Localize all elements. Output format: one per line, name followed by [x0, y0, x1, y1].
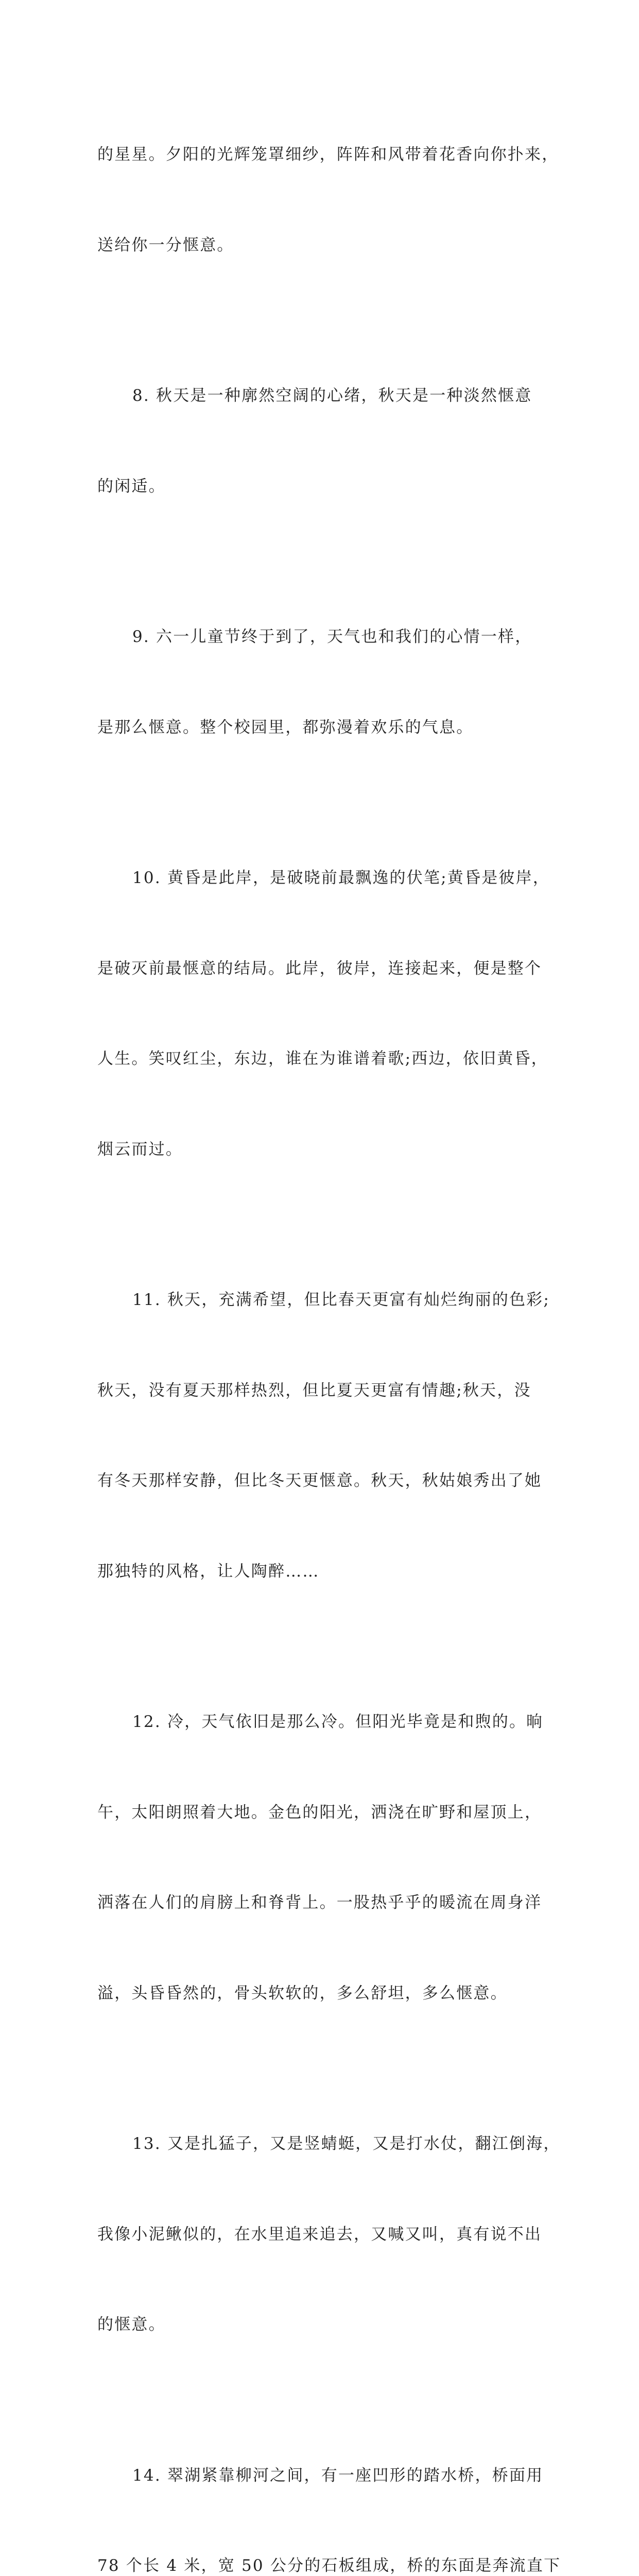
paragraph-7-continued	[97, 79, 550, 320]
text-line: 送给你一分惬意。	[97, 230, 550, 261]
text-line: 的惬意。	[97, 2310, 550, 2340]
text-line: 14. 翠湖紧靠柳河之间，有一座凹形的踏水桥，桥面用	[97, 2461, 550, 2491]
text-line: 10. 黄昏是此岸，是破晓前最飘逸的伏笔;黄昏是彼岸，	[97, 863, 550, 893]
text-line: 是那么惬意。整个校园里，都弥漫着欢乐的气息。	[97, 713, 550, 743]
paragraph-14	[97, 2400, 550, 2576]
paragraph-9	[97, 562, 550, 803]
text-line: 洒落在人们的肩膀上和脊背上。一股热乎乎的暖流在周身洋	[97, 1888, 550, 1918]
text-line: 的闲适。	[97, 471, 550, 502]
text-line: 8. 秋天是一种廓然空阔的心绪，秋天是一种淡然惬意	[97, 381, 550, 411]
text-line: 秋天，没有夏天那样热烈，但比夏天更富有情趣;秋天，没	[97, 1376, 550, 1406]
text-line: 78 个长 4 米，宽 50 公分的石板组成，桥的东面是奔流直下	[97, 2551, 550, 2576]
text-line: 那独特的风格，让人陶醉……	[97, 1556, 550, 1587]
text-line: 的星星。夕阳的光辉笼罩细纱，阵阵和风带着花香向你扑来，	[97, 140, 550, 170]
text-line: 我像小泥鳅似的，在水里追来追去，又喊又叫，真有说不出	[97, 2219, 550, 2250]
document-page	[0, 0, 639, 904]
paragraph-12	[97, 1647, 550, 2069]
paragraph-11	[97, 1225, 550, 1647]
text-line: 9. 六一儿童节终于到了，天气也和我们的心情一样，	[97, 622, 550, 652]
document-body	[97, 79, 550, 2576]
text-line: 12. 冷，天气依旧是那么冷。但阳光毕竟是和煦的。晌	[97, 1707, 550, 1737]
text-line: 烟云而过。	[97, 1134, 550, 1165]
text-line: 11. 秋天，充满希望，但比春天更富有灿烂绚丽的色彩;	[97, 1285, 550, 1315]
text-line: 是破灭前最惬意的结局。此岸，彼岸，连接起来，便是整个	[97, 954, 550, 984]
paragraph-10	[97, 803, 550, 1225]
paragraph-13	[97, 2069, 550, 2400]
text-line: 有冬天那样安静，但比冬天更惬意。秋天，秋姑娘秀出了她	[97, 1466, 550, 1496]
text-line: 午，太阳朗照着大地。金色的阳光，洒浇在旷野和屋顶上，	[97, 1798, 550, 1828]
paragraph-8	[97, 320, 550, 562]
text-line: 13. 又是扎猛子，又是竖蜻蜓，又是打水仗，翻江倒海，	[97, 2129, 550, 2159]
text-line: 人生。笑叹红尘，东边，谁在为谁谱着歌;西边，依旧黄昏，	[97, 1044, 550, 1074]
text-line: 溢，头昏昏然的，骨头软软的，多么舒坦，多么惬意。	[97, 1978, 550, 2009]
